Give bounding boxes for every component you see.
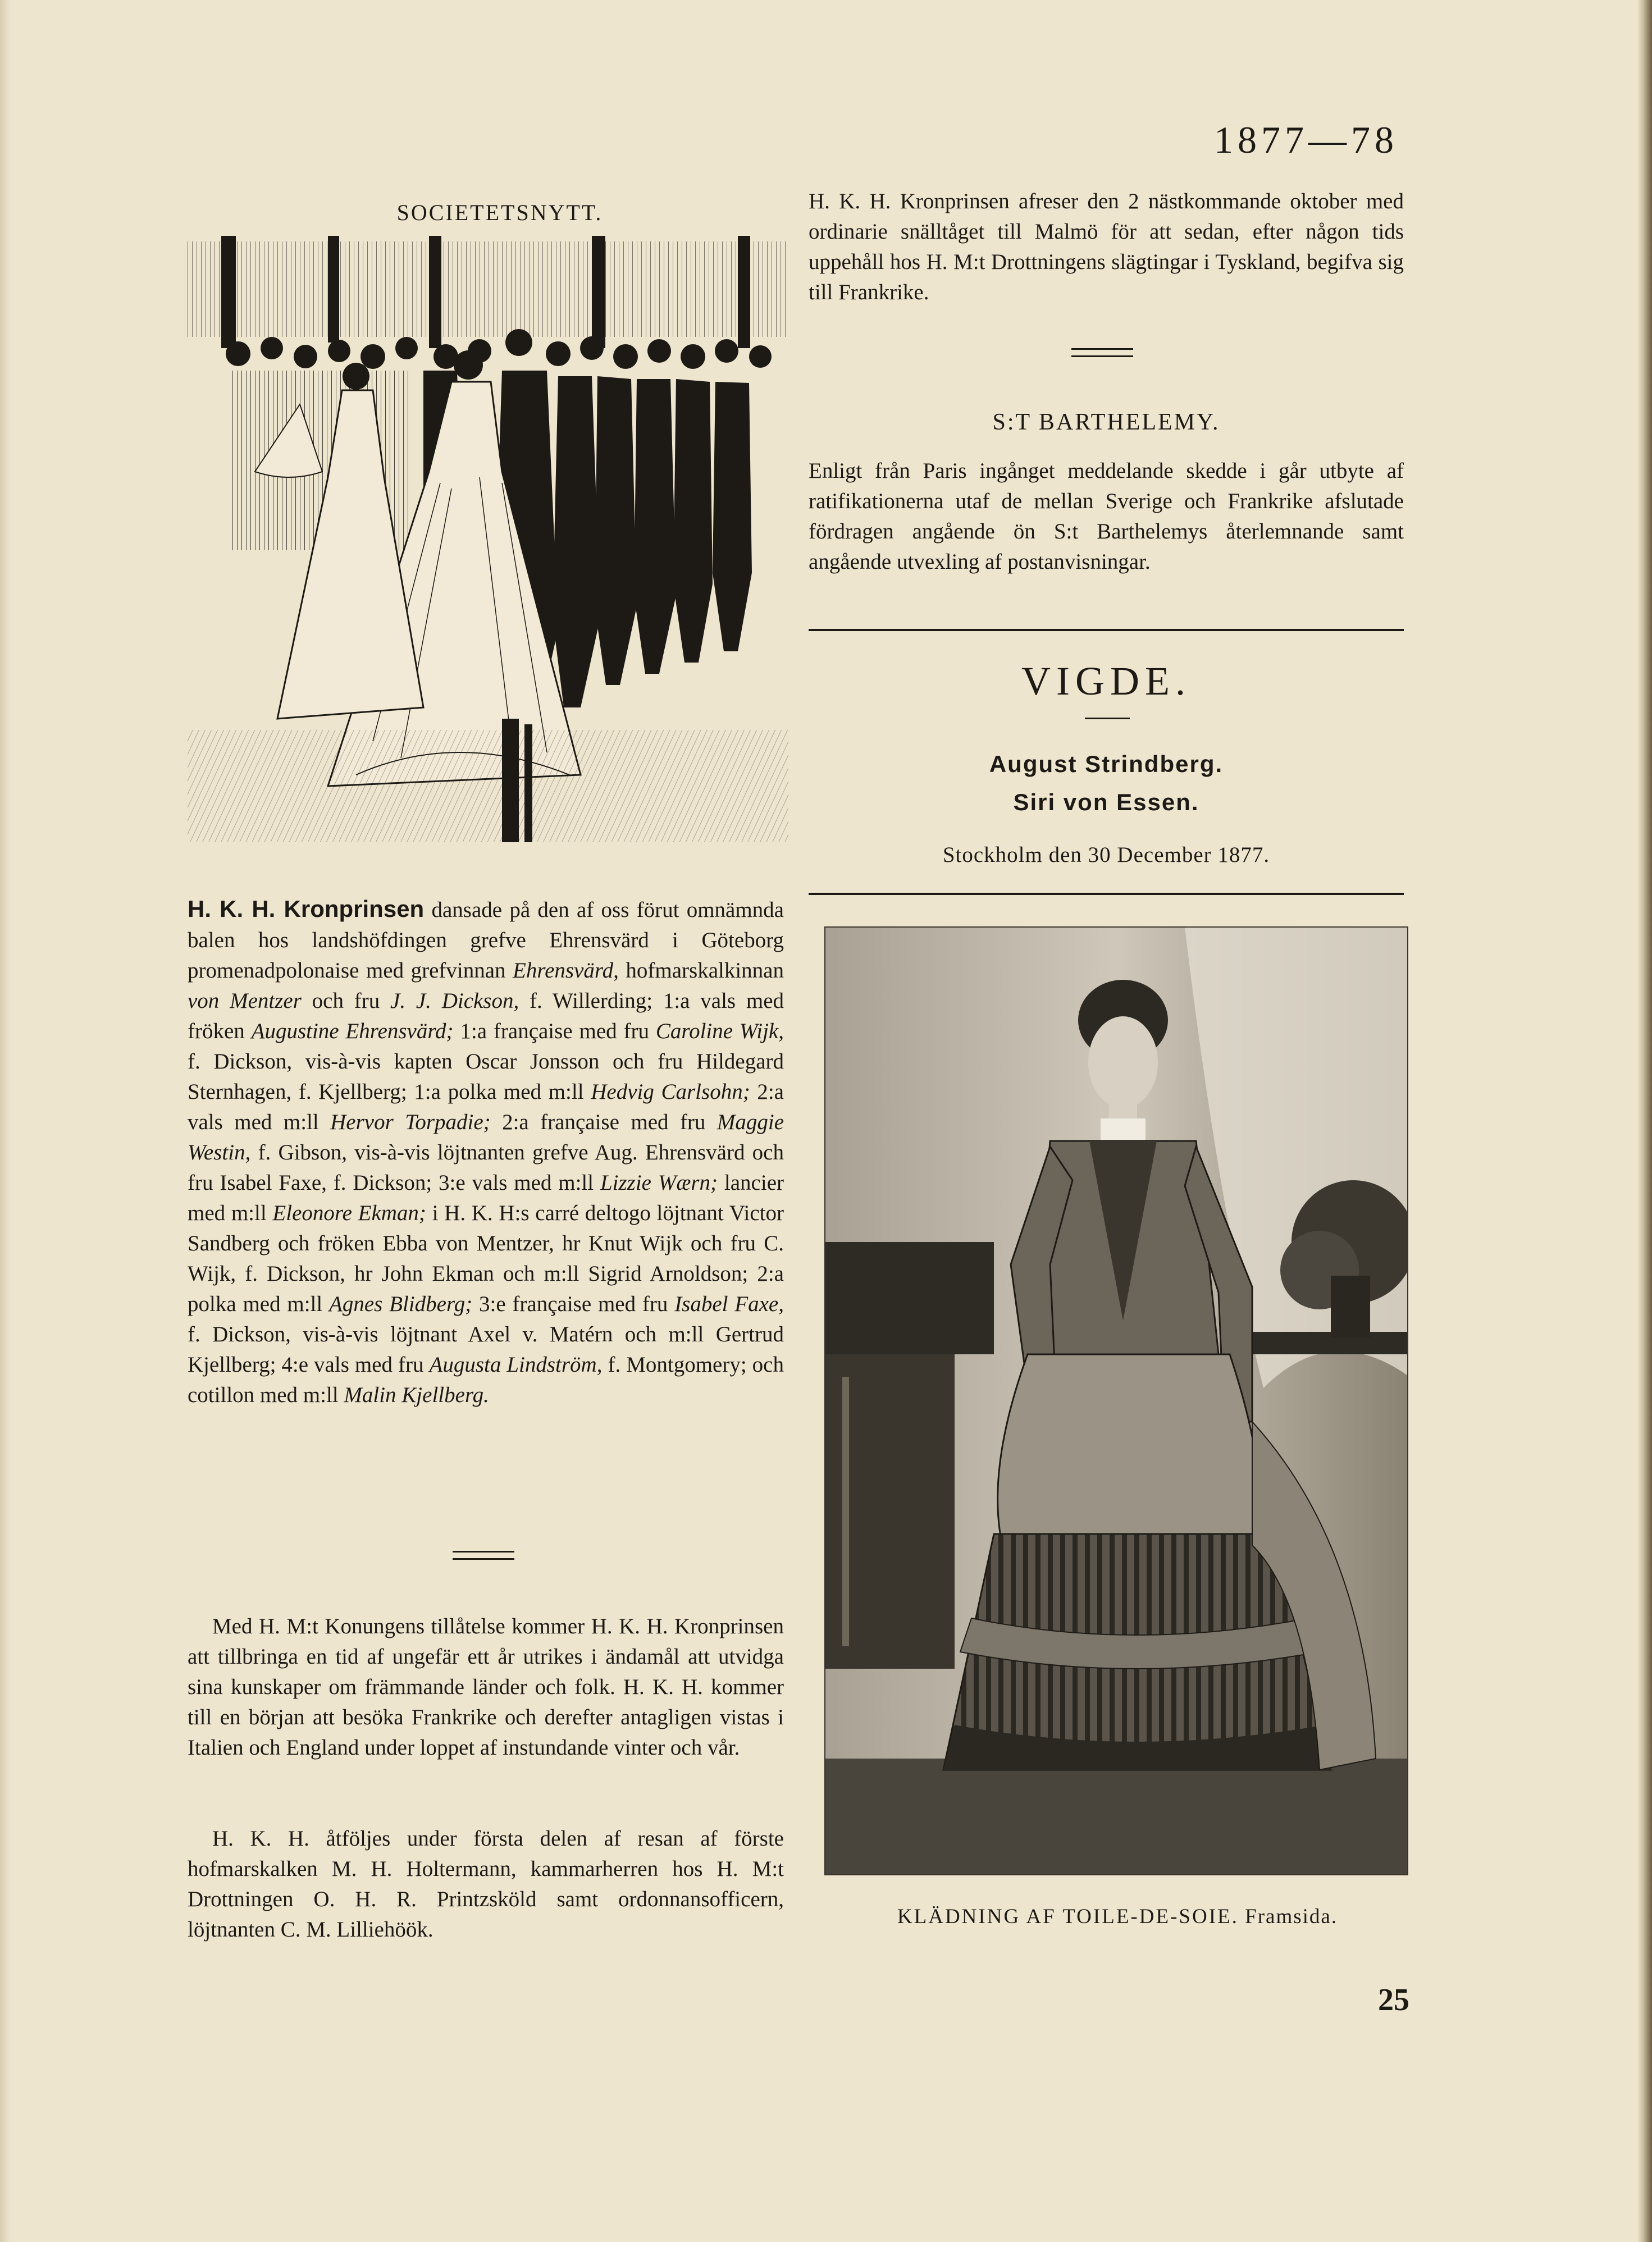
year-header: 1877—78 <box>1214 118 1398 161</box>
short-divider <box>1085 718 1130 719</box>
ball-report-text: f. Willerding; 1:a vals med fröken <box>188 989 784 1043</box>
double-rule-divider <box>1071 348 1133 357</box>
page-left-edge <box>0 0 10 2242</box>
travel-paragraph-2: H. K. H. åtföljes under första delen af resan af förste hofmarskalken M. H. Holtermann, kammarherren hos H. M:t Drottningen O. H. R. Printzsköld samt ordonnansofficern, löjtnanten C. M. Lilliehöök. <box>188 1827 784 1942</box>
figure-caption-rest: Framsida. <box>1245 1905 1338 1928</box>
ball-guest-name: Lizzie Wærn; <box>600 1171 718 1195</box>
groom-name: August Strindberg. <box>989 751 1224 777</box>
ball-scene-illustration <box>188 236 788 842</box>
ball-report-text: f. Gibson, vis-à-vis löjtnanten grefve Aug. Ehrensvärd och fru Isabel Faxe, f. Dickson; 3:e vals med m:ll <box>188 1140 784 1195</box>
ball-report-text: och fru <box>301 989 391 1013</box>
ball-guest-name: Eleonore Ekman; <box>272 1201 426 1225</box>
ball-report-text: i H. K. H:s carré deltogo löjtnant Victor Sandberg och fröken Ebba von Mentzer, hr Knut Wijk och fru C. Wijk, f. Dickson, hr John Ekman och m:ll Sigrid Arnoldson; 2:a polka med m:ll <box>188 1201 784 1316</box>
ball-guest-name: Augustine Ehrensvärd; <box>251 1019 454 1043</box>
ball-report-text: hofmarskalkinnan <box>618 958 784 983</box>
ball-guest-name: Malin Kjellberg. <box>344 1383 489 1407</box>
ball-report-lead: H. K. H. Kronprinsen <box>188 896 425 922</box>
wedding-place-date: Stockholm den 30 December 1877. <box>942 843 1270 867</box>
ball-report-body <box>188 898 784 1407</box>
ball-guest-name: Agnes Blidberg; <box>329 1292 473 1316</box>
double-rule-divider <box>453 1551 514 1560</box>
page-number: 25 <box>1378 1983 1409 2017</box>
ball-guest-name: Maggie Westin, <box>188 1110 784 1165</box>
fashion-plate-photo <box>824 926 1408 1875</box>
ball-guest-name: Hedvig Carlsohn; <box>591 1080 750 1104</box>
ball-report-text: dansade på den af oss förut omnämnda balen hos landshöfdingen grefve Ehrensvärd i Göteborg promenadpolonaise med grefvinnan <box>188 898 784 983</box>
ball-guest-name: Caroline Wijk, <box>655 1019 784 1043</box>
crown-prince-travel-note: H. K. H. Kronprinsen afreser den 2 nästkommande oktober med ordinarie snälltåget till Malmö för att sedan, efter någon tids uppehåll hos H. M:t Drottningens slägtingar i Tyskland, begifva sig till Frankrike. <box>809 189 1404 304</box>
illustration-caption: SOCIETETSNYTT. <box>396 200 603 225</box>
ball-report-text: 3:e française med fru <box>472 1292 675 1316</box>
bride-name: Siri von Essen. <box>1013 789 1199 815</box>
ball-report-text: 2:a vals med m:ll <box>188 1080 784 1134</box>
travel-paragraph-1: Med H. M:t Konungens tillåtelse kommer H. K. H. Kronprinsen att tillbringa en tid af ungefär ett år utrikes i ändamål att utvidga sina kunskaper om främmande länder och folk. H. K. H. kommer till en början att besöka Frankrike och derefter antagligen vistas i Italien och England under loppet af instundande vinter och vår. <box>188 1614 784 1760</box>
barthelemy-body: Enligt från Paris ingånget meddelande skedde i går utbyte af ratifikationerna utaf de mellan Sverige och Frankrike afslutade fördragen angående ön S:t Barthelemys återlemnande samt angående utvexling af postanvisningar. <box>809 459 1404 574</box>
vigde-heading: VIGDE. <box>1021 659 1191 704</box>
ball-guest-name: von Mentzer <box>188 989 302 1013</box>
ball-report-text: 1:a française med fru <box>453 1019 656 1043</box>
ball-guest-name: Ehrensvärd, <box>513 958 619 983</box>
figure-caption <box>814 1905 1421 1929</box>
ball-scene-engraving <box>188 236 788 842</box>
ball-guest-name: Isabel Faxe, <box>674 1292 784 1316</box>
page-binding-shadow <box>1637 0 1652 2242</box>
section-rule <box>809 629 1404 631</box>
ball-report-text: f. Dickson, vis-à-vis kapten Oscar Jonsson och fru Hildegard Sternhagen, f. Kjellberg; 1:a polka med m:ll <box>188 1049 784 1104</box>
section-rule <box>809 893 1404 895</box>
figure-caption-caps: KLÄDNING AF TOILE-DE-SOIE. <box>897 1905 1239 1928</box>
ball-report-text: f. Dickson, vis-à-vis löjtnant Axel v. Matérn och m:ll Gertrud Kjellberg; 4:e vals med fru <box>188 1322 784 1377</box>
ball-report-text: 2:a française med fru <box>490 1110 717 1134</box>
ball-guest-name: Hervor Torpadie; <box>330 1110 491 1134</box>
ball-report-paragraph <box>188 894 784 1410</box>
ball-guest-name: Augusta Lindström, <box>429 1353 603 1377</box>
dress-illustration <box>825 928 1408 1875</box>
barthelemy-title: S:T BARTHELEMY. <box>992 409 1220 435</box>
ball-guest-name: J. J. Dickson, <box>390 989 519 1013</box>
ball-report-text: f. Montgomery; och cotillon med m:ll <box>188 1353 784 1407</box>
ball-report-text: lancier med m:ll <box>188 1171 784 1225</box>
